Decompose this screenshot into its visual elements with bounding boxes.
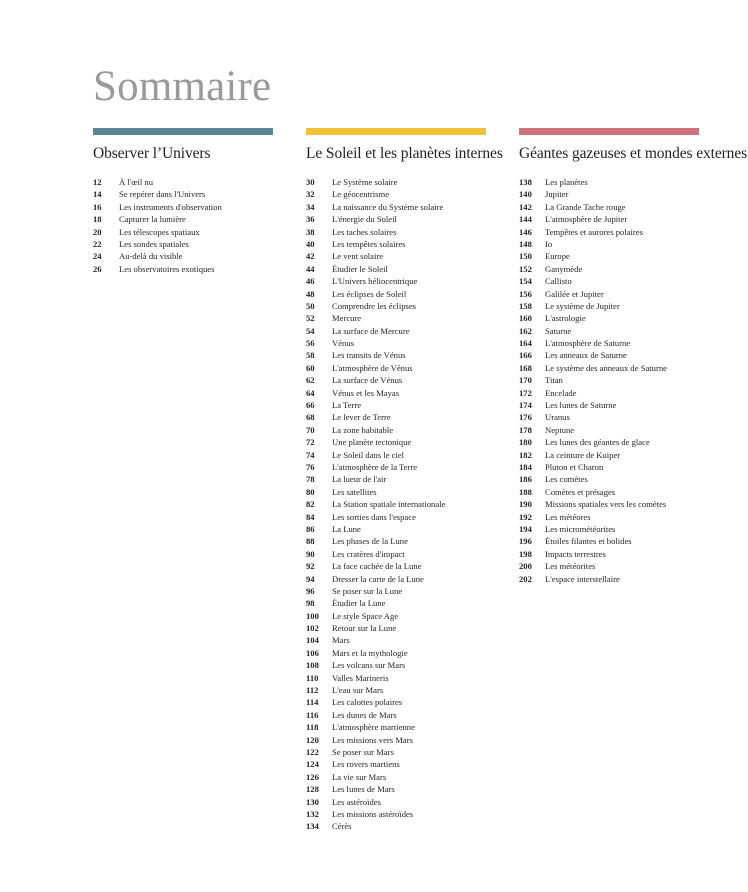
- page-number: 106: [306, 647, 319, 658]
- toc-entry[interactable]: [519, 535, 748, 547]
- toc-entry[interactable]: [306, 387, 496, 399]
- entry-title: Les météorites: [545, 561, 596, 572]
- toc-entry[interactable]: [306, 424, 496, 436]
- page-number: 124: [306, 759, 319, 770]
- page-number: 84: [306, 511, 315, 522]
- entry-title: Valles Marineris: [332, 672, 389, 683]
- toc-list: [306, 176, 496, 833]
- page-number: 188: [519, 486, 532, 497]
- toc-entry[interactable]: [306, 449, 496, 461]
- page-number: 122: [306, 746, 319, 757]
- entry-title: Les calottes polaires: [332, 697, 403, 708]
- entry-title: Io: [545, 238, 553, 249]
- toc-entry[interactable]: [306, 201, 496, 213]
- entry-title: Au-delà du visible: [119, 251, 183, 262]
- entry-title: Les volcans sur Mars: [332, 660, 406, 671]
- toc-entry[interactable]: [93, 176, 283, 188]
- page-number: 198: [519, 548, 532, 559]
- page-number: 72: [306, 437, 315, 448]
- entry-title: Étudier la Lune: [332, 598, 386, 609]
- toc-entry[interactable]: [306, 783, 496, 795]
- entry-title: Les missions vers Mars: [332, 734, 413, 745]
- page-number: 30: [306, 177, 315, 187]
- toc-entry[interactable]: [306, 523, 496, 535]
- page-number: 168: [519, 362, 532, 373]
- page-number: 68: [306, 412, 315, 423]
- page-number: 166: [519, 350, 532, 361]
- page-number: 14: [93, 189, 102, 200]
- toc-entry[interactable]: [306, 610, 496, 622]
- toc-entry[interactable]: [306, 250, 496, 262]
- page-number: 186: [519, 474, 532, 485]
- entry-title: Europe: [545, 251, 570, 262]
- toc-entry[interactable]: [306, 238, 496, 250]
- toc-entry[interactable]: [519, 325, 748, 337]
- page-number: 52: [306, 313, 315, 324]
- page-number: 60: [306, 362, 315, 373]
- entry-title: Capturer la lumière: [119, 214, 186, 225]
- entry-title: Dresser la carte de la Lune: [332, 573, 424, 584]
- page-number: 120: [306, 734, 319, 745]
- entry-title: Les lunes des géantes de glace: [545, 437, 650, 448]
- page-number: 96: [306, 585, 315, 596]
- entry-title: Mars: [332, 635, 350, 646]
- toc-entry[interactable]: [519, 374, 748, 386]
- entry-title: Le système de Jupiter: [545, 300, 620, 311]
- section-geantes-gazeuses: [519, 128, 748, 585]
- toc-entry[interactable]: [519, 387, 748, 399]
- entry-title: Le système des anneaux de Saturne: [545, 362, 667, 373]
- page-number: 18: [93, 214, 102, 225]
- entry-title: L'atmosphère de la Terre: [332, 461, 418, 472]
- toc-entry[interactable]: [93, 226, 283, 238]
- page-number: 144: [519, 214, 532, 225]
- toc-entry[interactable]: [306, 436, 496, 448]
- page-number: 70: [306, 424, 315, 435]
- toc-entry[interactable]: [519, 238, 748, 250]
- toc-entry[interactable]: [306, 300, 496, 312]
- entry-title: L'astrologie: [545, 313, 586, 324]
- toc-entry[interactable]: [306, 647, 496, 659]
- toc-entry[interactable]: [519, 449, 748, 461]
- page-number: 12: [93, 177, 102, 187]
- toc-entry[interactable]: [519, 250, 748, 262]
- entry-title: Le géocentrisme: [332, 189, 390, 200]
- page-number: 164: [519, 338, 532, 349]
- toc-entry[interactable]: [306, 622, 496, 634]
- page-number: 126: [306, 771, 319, 782]
- entry-title: L'Univers héliocentrique: [332, 276, 418, 287]
- toc-entry[interactable]: [306, 473, 496, 485]
- toc-entry[interactable]: [306, 511, 496, 523]
- page-number: 90: [306, 548, 315, 559]
- page-number: 80: [306, 486, 315, 497]
- page-number: 116: [306, 709, 319, 720]
- page-number: 194: [519, 523, 532, 534]
- toc-entry[interactable]: [519, 188, 748, 200]
- toc-entry[interactable]: [519, 213, 748, 225]
- entry-title: La Lune: [332, 523, 361, 534]
- page-number: 110: [306, 672, 319, 683]
- entry-title: Les micrométéorites: [545, 523, 616, 534]
- toc-entry[interactable]: [519, 226, 748, 238]
- entry-title: Les météores: [545, 511, 591, 522]
- entry-title: Vénus et les Mayas: [332, 387, 400, 398]
- page-number: 118: [306, 722, 319, 733]
- entry-title: Étoiles filantes et bolides: [545, 536, 632, 547]
- page-number: 154: [519, 276, 532, 287]
- toc-entry[interactable]: [306, 399, 496, 411]
- toc-entry[interactable]: [306, 362, 496, 374]
- page-number: 200: [519, 561, 532, 572]
- entry-title: Les transits de Vénus: [332, 350, 406, 361]
- toc-entry[interactable]: [306, 411, 496, 423]
- page-number: 44: [306, 263, 315, 274]
- entry-title: Les anneaux de Saturne: [545, 350, 627, 361]
- entry-title: Saturne: [545, 325, 572, 336]
- toc-entry[interactable]: [93, 238, 283, 250]
- entry-title: Les tempêtes solaires: [332, 238, 406, 249]
- section-soleil-planetes-internes: [306, 128, 503, 833]
- page-number: 130: [306, 796, 319, 807]
- entry-title: Le Soleil dans le ciel: [332, 449, 405, 460]
- entry-title: Titan: [545, 375, 563, 386]
- entry-title: Les lunes de Saturne: [545, 400, 617, 411]
- page-number: 22: [93, 238, 102, 249]
- section-heading: Observer l’Univers: [93, 145, 211, 162]
- entry-title: Les comètes: [545, 474, 588, 485]
- toc-entry[interactable]: [306, 337, 496, 349]
- page-number: 98: [306, 598, 315, 609]
- page-number: 94: [306, 573, 315, 584]
- toc-entry[interactable]: [519, 411, 748, 423]
- toc-entry[interactable]: [306, 548, 496, 560]
- toc-entry[interactable]: [519, 312, 748, 324]
- page-number: 100: [306, 610, 319, 621]
- entry-title: Une planète tectonique: [332, 437, 412, 448]
- toc-entry[interactable]: [306, 696, 496, 708]
- section-heading: Géantes gazeuses et mondes externes: [519, 145, 748, 162]
- toc-entry[interactable]: [519, 473, 748, 485]
- toc-entry[interactable]: [306, 758, 496, 770]
- page-number: 178: [519, 424, 532, 435]
- entry-title: La surface de Vénus: [332, 375, 403, 386]
- page-number: 42: [306, 251, 315, 262]
- toc-entry[interactable]: [306, 585, 496, 597]
- entry-title: La zone habitable: [332, 424, 394, 435]
- toc-entry[interactable]: [519, 399, 748, 411]
- toc-entry[interactable]: [306, 684, 496, 696]
- entry-title: L'atmosphère de Vénus: [332, 362, 413, 373]
- page-number: 66: [306, 400, 315, 411]
- page-number: 88: [306, 536, 315, 547]
- entry-title: Retour sur la Lune: [332, 623, 397, 634]
- entry-title: Les dunes de Mars: [332, 709, 397, 720]
- page-number: 108: [306, 660, 319, 671]
- entry-title: La lueur de l'air: [332, 474, 387, 485]
- toc-entry[interactable]: [306, 374, 496, 386]
- toc-entry[interactable]: [519, 560, 748, 572]
- toc-entry[interactable]: [306, 535, 496, 547]
- page-number: 36: [306, 214, 315, 225]
- entry-title: Les cratères d'impact: [332, 548, 405, 559]
- toc-entry[interactable]: [306, 597, 496, 609]
- page-number: 92: [306, 561, 315, 572]
- toc-entry[interactable]: [93, 263, 283, 275]
- page-number: 32: [306, 189, 315, 200]
- entry-title: La naissance du Système solaire: [332, 201, 444, 212]
- toc-entry[interactable]: [519, 548, 748, 560]
- toc-entry[interactable]: [306, 709, 496, 721]
- entry-title: Le lever de Terre: [332, 412, 391, 423]
- page-number: 180: [519, 437, 532, 448]
- entry-title: Se poser sur Mars: [332, 746, 394, 757]
- page-number: 160: [519, 313, 532, 324]
- toc-entry[interactable]: [306, 176, 496, 188]
- section-heading: Le Soleil et les planètes internes: [306, 145, 503, 162]
- entry-title: La Station spatiale internationale: [332, 499, 446, 510]
- entry-title: Les missions astéroïdes: [332, 808, 414, 819]
- toc-entry[interactable]: [306, 486, 496, 498]
- toc-entry[interactable]: [306, 461, 496, 473]
- entry-title: Se repérer dans l'Univers: [119, 189, 206, 200]
- entry-title: Les observatoires exotiques: [119, 263, 215, 274]
- page-number: 196: [519, 536, 532, 547]
- page-number: 78: [306, 474, 315, 485]
- entry-title: La surface de Mercure: [332, 325, 410, 336]
- entry-title: Les télescopes spatiaux: [119, 226, 200, 237]
- entry-title: Les lunes de Mars: [332, 784, 395, 795]
- entry-title: Cérès: [332, 821, 352, 832]
- toc-entry[interactable]: [519, 349, 748, 361]
- page-number: 174: [519, 400, 532, 411]
- toc-entry[interactable]: [306, 771, 496, 783]
- toc-entry[interactable]: [306, 634, 496, 646]
- page-number: 128: [306, 784, 319, 795]
- entry-title: Le vent solaire: [332, 251, 384, 262]
- entry-title: Les instruments d'observation: [119, 201, 222, 212]
- page-number: 76: [306, 461, 315, 472]
- entry-title: Vénus: [332, 338, 354, 349]
- entry-title: Le Système solaire: [332, 177, 398, 187]
- page-number: 142: [519, 201, 532, 212]
- toc-entry[interactable]: [306, 349, 496, 361]
- entry-title: Les sorties dans l'espace: [332, 511, 416, 522]
- entry-title: Les éclipses de Soleil: [332, 288, 407, 299]
- entry-title: Étudier le Soleil: [332, 263, 388, 274]
- page-title: Sommaire: [93, 63, 272, 110]
- toc-entry[interactable]: [306, 721, 496, 733]
- entry-title: Pluton et Charon: [545, 461, 604, 472]
- entry-title: La face cachée de la Lune: [332, 561, 422, 572]
- page-number: 102: [306, 623, 319, 634]
- toc-entry[interactable]: [519, 176, 748, 188]
- entry-title: Mars et la mythologie: [332, 647, 408, 658]
- toc-entry[interactable]: [519, 337, 748, 349]
- toc-entry[interactable]: [306, 573, 496, 585]
- entry-title: Tempêtes et aurores polaires: [545, 226, 643, 237]
- entry-title: Comètes et présages: [545, 486, 616, 497]
- page-number: 176: [519, 412, 532, 423]
- toc-entry[interactable]: [306, 808, 496, 820]
- page-number: 58: [306, 350, 315, 361]
- page-number: 34: [306, 201, 315, 212]
- toc-entry[interactable]: [306, 226, 496, 238]
- page-number: 20: [93, 226, 102, 237]
- page-number: 24: [93, 251, 102, 262]
- page-number: 140: [519, 189, 532, 200]
- toc-entry[interactable]: [93, 188, 283, 200]
- entry-title: Galilée et Jupiter: [545, 288, 604, 299]
- section-color-bar: [306, 128, 486, 135]
- toc-entry[interactable]: [306, 659, 496, 671]
- page-number: 54: [306, 325, 315, 336]
- entry-title: La vie sur Mars: [332, 771, 387, 782]
- entry-title: À l'œil nu: [119, 177, 154, 187]
- toc-entry[interactable]: [519, 498, 748, 510]
- page-number: 74: [306, 449, 315, 460]
- entry-title: Encelade: [545, 387, 577, 398]
- page-number: 104: [306, 635, 319, 646]
- page-number: 56: [306, 338, 315, 349]
- toc-entry[interactable]: [519, 263, 748, 275]
- toc-entry[interactable]: [519, 288, 748, 300]
- page-number: 86: [306, 523, 315, 534]
- page-number: 138: [519, 177, 532, 187]
- section-observer-univers: [93, 128, 283, 275]
- toc-entry[interactable]: [519, 511, 748, 523]
- page-number: 38: [306, 226, 315, 237]
- page-number: 172: [519, 387, 532, 398]
- page-number: 16: [93, 201, 102, 212]
- toc-entry[interactable]: [519, 461, 748, 473]
- entry-title: Les taches solaires: [332, 226, 397, 237]
- page-number: 162: [519, 325, 532, 336]
- toc-entry[interactable]: [519, 201, 748, 213]
- toc-entry[interactable]: [306, 672, 496, 684]
- toc-entry[interactable]: [306, 498, 496, 510]
- entry-title: Se poser sur la Lune: [332, 585, 403, 596]
- toc-entry[interactable]: [306, 312, 496, 324]
- toc-entry[interactable]: [306, 288, 496, 300]
- page-number: 40: [306, 238, 315, 249]
- page-number: 114: [306, 697, 319, 708]
- entry-title: Le style Space Age: [332, 610, 399, 621]
- page-number: 134: [306, 821, 319, 832]
- toc-entry[interactable]: [93, 213, 283, 225]
- page-number: 64: [306, 387, 315, 398]
- toc-entry[interactable]: [306, 188, 496, 200]
- toc-entry[interactable]: [519, 523, 748, 535]
- entry-title: Comprendre les éclipses: [332, 300, 417, 311]
- page-number: 82: [306, 499, 315, 510]
- entry-title: Les sondes spatiales: [119, 238, 189, 249]
- toc-entry[interactable]: [306, 263, 496, 275]
- entry-title: Ganymède: [545, 263, 583, 274]
- page-number: 26: [93, 263, 102, 274]
- toc-entry[interactable]: [519, 436, 748, 448]
- entry-title: L'atmosphère de Saturne: [545, 338, 631, 349]
- page-number: 192: [519, 511, 532, 522]
- entry-title: La Terre: [332, 400, 362, 411]
- entry-title: Jupiter: [545, 189, 569, 200]
- page-number: 146: [519, 226, 532, 237]
- toc-entry[interactable]: [306, 275, 496, 287]
- toc-entry[interactable]: [306, 796, 496, 808]
- toc-entry[interactable]: [93, 250, 283, 262]
- page-number: 150: [519, 251, 532, 262]
- page-number: 132: [306, 808, 319, 819]
- entry-title: L'atmosphère martienne: [332, 722, 415, 733]
- page-number: 182: [519, 449, 532, 460]
- page-number: 46: [306, 276, 315, 287]
- entry-title: Les rovers martiens: [332, 759, 400, 770]
- section-color-bar: [519, 128, 699, 135]
- toc-list: [519, 176, 748, 585]
- entry-title: Les planètes: [545, 177, 588, 187]
- toc-entry[interactable]: [519, 300, 748, 312]
- page-number: 50: [306, 300, 315, 311]
- toc-entry[interactable]: [306, 746, 496, 758]
- toc-entry[interactable]: [519, 275, 748, 287]
- entry-title: L'espace interstellaire: [545, 573, 620, 584]
- page-number: 202: [519, 573, 532, 584]
- toc-entry[interactable]: [306, 213, 496, 225]
- page-number: 152: [519, 263, 532, 274]
- entry-title: L'énergie du Soleil: [332, 214, 397, 225]
- toc-entry[interactable]: [306, 820, 496, 832]
- entry-title: La ceinture de Kuiper: [545, 449, 621, 460]
- page-number: 112: [306, 685, 319, 696]
- entry-title: L'eau sur Mars: [332, 685, 384, 696]
- page-number: 62: [306, 375, 315, 386]
- toc-entry[interactable]: [519, 424, 748, 436]
- page-number: 158: [519, 300, 532, 311]
- toc-entry[interactable]: [306, 734, 496, 746]
- entry-title: Les phases de la Lune: [332, 536, 408, 547]
- section-color-bar: [93, 128, 273, 135]
- toc-list: [93, 176, 283, 275]
- toc-entry[interactable]: [93, 201, 283, 213]
- page-number: 170: [519, 375, 532, 386]
- entry-title: Neptune: [545, 424, 575, 435]
- entry-title: Callisto: [545, 276, 572, 287]
- page-number: 184: [519, 461, 532, 472]
- page-number: 48: [306, 288, 315, 299]
- entry-title: Uranus: [545, 412, 570, 423]
- entry-title: Impacts terrestres: [545, 548, 606, 559]
- entry-title: Les astéroïdes: [332, 796, 381, 807]
- entry-title: La Grande Tache rouge: [545, 201, 626, 212]
- entry-title: Les satellites: [332, 486, 377, 497]
- toc-entry[interactable]: [306, 325, 496, 337]
- toc-entry[interactable]: [519, 573, 748, 585]
- toc-entry[interactable]: [519, 486, 748, 498]
- entry-title: Mercure: [332, 313, 362, 324]
- entry-title: L'atmosphère de Jupiter: [545, 214, 628, 225]
- toc-entry[interactable]: [306, 560, 496, 572]
- page-number: 148: [519, 238, 532, 249]
- page-number: 156: [519, 288, 532, 299]
- entry-title: Missions spatiales vers les comètes: [545, 499, 667, 510]
- toc-entry[interactable]: [519, 362, 748, 374]
- page-number: 190: [519, 499, 532, 510]
